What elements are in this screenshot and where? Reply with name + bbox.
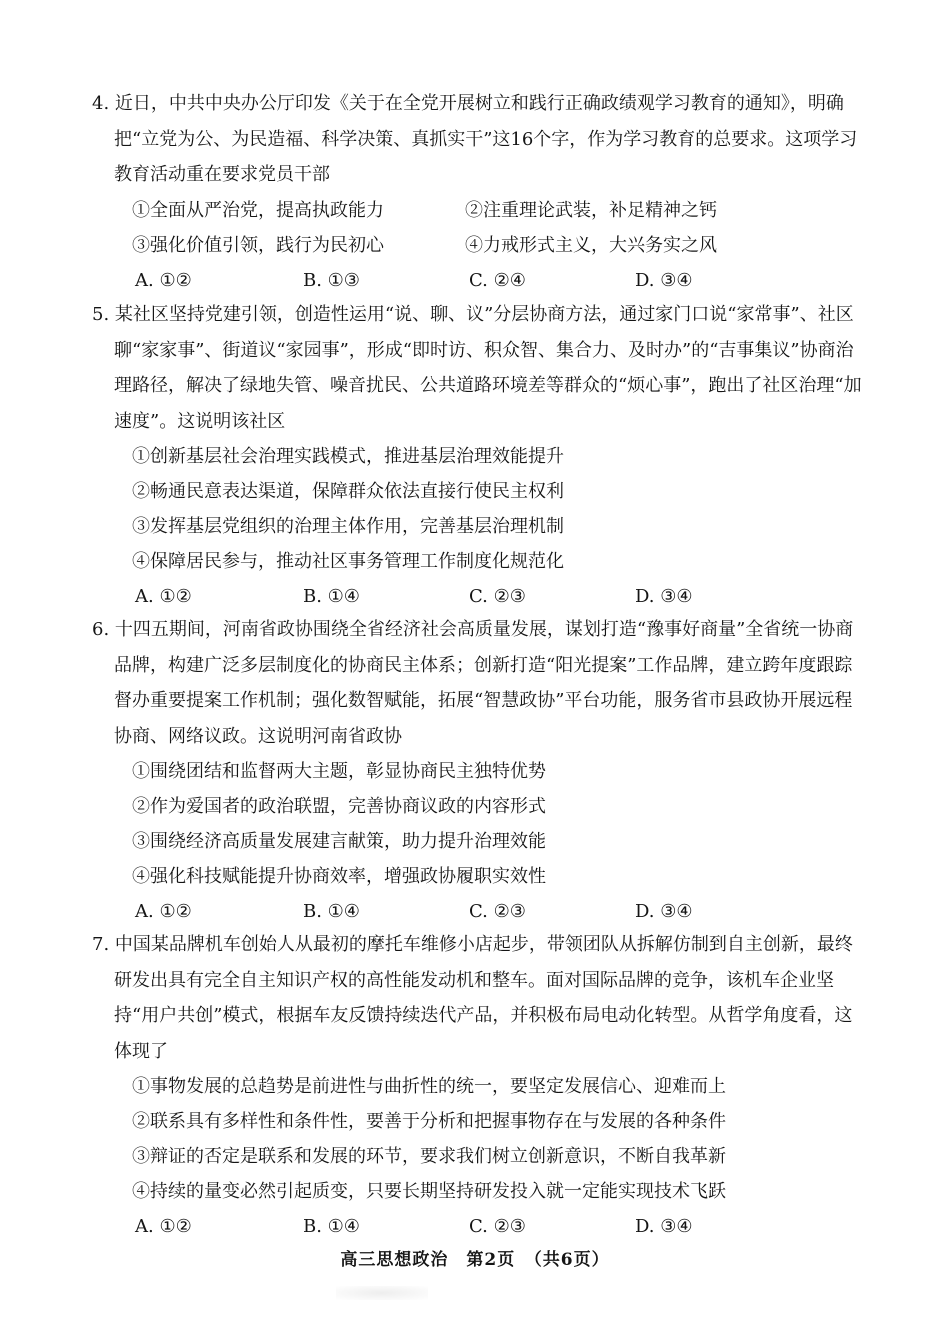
- option-4: ④力戒形式主义，大兴务实之风: [465, 234, 717, 256]
- option-1: ①全面从严治党，提高执政能力: [132, 199, 384, 221]
- option-3: ③围绕经济高质量发展建言献策，助力提升治理效能: [132, 831, 546, 852]
- option-1: ①创新基层社会治理实践模式，推进基层治理效能提升: [132, 446, 564, 467]
- choice-d: D. ③④: [635, 586, 693, 607]
- option-4: ④持续的量变必然引起质变，只要长期坚持研发投入就一定能实现技术飞跃: [132, 1181, 726, 1202]
- option-2: ②联系具有多样性和条件性，要善于分析和把握事物存在与发展的各种条件: [132, 1111, 726, 1132]
- choice-a: A. ①②: [135, 586, 192, 607]
- question-stem: 5. 某社区坚持党建引领，创造性运用“说、聊、议”分层协商方法，通过家门口说“家常事”、社区聊“家家事”、街道议“家园事”，形成“即时访、积众智、集合力、及时办”的“吉事集议”协商治理路径，解决了绿地失管、噪音扰民、公共道路环境差等群众的“烦心事”，跑出了社区治理“加速度”。这说明该社区: [92, 304, 862, 432]
- choice-b: B. ①③: [303, 269, 360, 291]
- option-3: ③强化价值引领，践行为民初心: [132, 234, 384, 256]
- question-stem: 4. 近日，中共中央办公厅印发《关于在全党开展树立和践行正确政绩观学习教育的通知》，明确把“立党为公、为民造福、科学决策、真抓实干”这16个字，作为学习教育的总要求。这项学习教育活动重在要求党员干部: [92, 93, 858, 185]
- choice-b: B. ①④: [303, 901, 360, 922]
- answer-choices: [92, 579, 862, 614]
- choice-a: A. ①②: [135, 1216, 192, 1237]
- choice-c: C. ②④: [469, 269, 526, 291]
- choice-b: B. ①④: [303, 1216, 360, 1237]
- answer-choices: [92, 894, 862, 929]
- choice-d: D. ③④: [635, 1216, 693, 1237]
- question-7: [92, 927, 862, 1244]
- option-row: [92, 193, 862, 228]
- option-2: ②注重理论武装，补足精神之钙: [465, 199, 717, 221]
- choice-a: A. ①②: [135, 269, 192, 291]
- option-4: ④强化科技赋能提升协商效率，增强政协履职实效性: [132, 866, 546, 887]
- question-4: [92, 86, 862, 298]
- question-stem: 7. 中国某品牌机车创始人从最初的摩托车维修小店起步，带领团队从拆解仿制到自主创新，最终研发出具有完全自主知识产权的高性能发动机和整车。面对国际品牌的竞争，该机车企业坚持“用户共创”模式，根据车友反馈持续迭代产品，并积极布局电动化转型。从哲学角度看，这体现了: [92, 934, 853, 1062]
- page-footer: 高三思想政治 第2页 （共6页）: [340, 1250, 610, 1270]
- choice-c: C. ②③: [469, 1216, 526, 1237]
- choice-c: C. ②③: [469, 901, 526, 922]
- question-5: [92, 297, 862, 614]
- option-3: ③辩证的否定是联系和发展的环节，要求我们树立创新意识，不断自我革新: [132, 1146, 726, 1167]
- option-1: ①围绕团结和监督两大主题，彰显协商民主独特优势: [132, 761, 546, 782]
- option-3: ③发挥基层党组织的治理主体作用，完善基层治理机制: [132, 516, 564, 537]
- option-4: ④保障居民参与，推动社区事务管理工作制度化规范化: [132, 551, 564, 572]
- option-1: ①事物发展的总趋势是前进性与曲折性的统一，要坚定发展信心、迎难而上: [132, 1076, 726, 1097]
- option-row: [92, 228, 862, 263]
- choice-a: A. ①②: [135, 901, 192, 922]
- option-2: ②畅通民意表达渠道，保障群众依法直接行使民主权利: [132, 481, 564, 502]
- choice-b: B. ①④: [303, 586, 360, 607]
- question-stem: 6. 十四五期间，河南省政协围绕全省经济社会高质量发展，谋划打造“豫事好商量”全省统一协商品牌，构建广泛多层制度化的协商民主体系；创新打造“阳光提案”工作品牌，建立跨年度跟踪督办重要提案工作机制；强化数智赋能，拓展“智慧政协”平台功能，服务省市县政协开展远程协商、网络议政。这说明河南省政协: [92, 619, 854, 747]
- answer-choices: [92, 263, 862, 298]
- scan-smudge: [336, 1286, 428, 1300]
- answer-choices: [92, 1209, 862, 1244]
- choice-d: D. ③④: [635, 901, 693, 922]
- choice-c: C. ②③: [469, 586, 526, 607]
- question-6: [92, 612, 862, 929]
- option-2: ②作为爱国者的政治联盟，完善协商议政的内容形式: [132, 796, 546, 817]
- choice-d: D. ③④: [635, 269, 693, 291]
